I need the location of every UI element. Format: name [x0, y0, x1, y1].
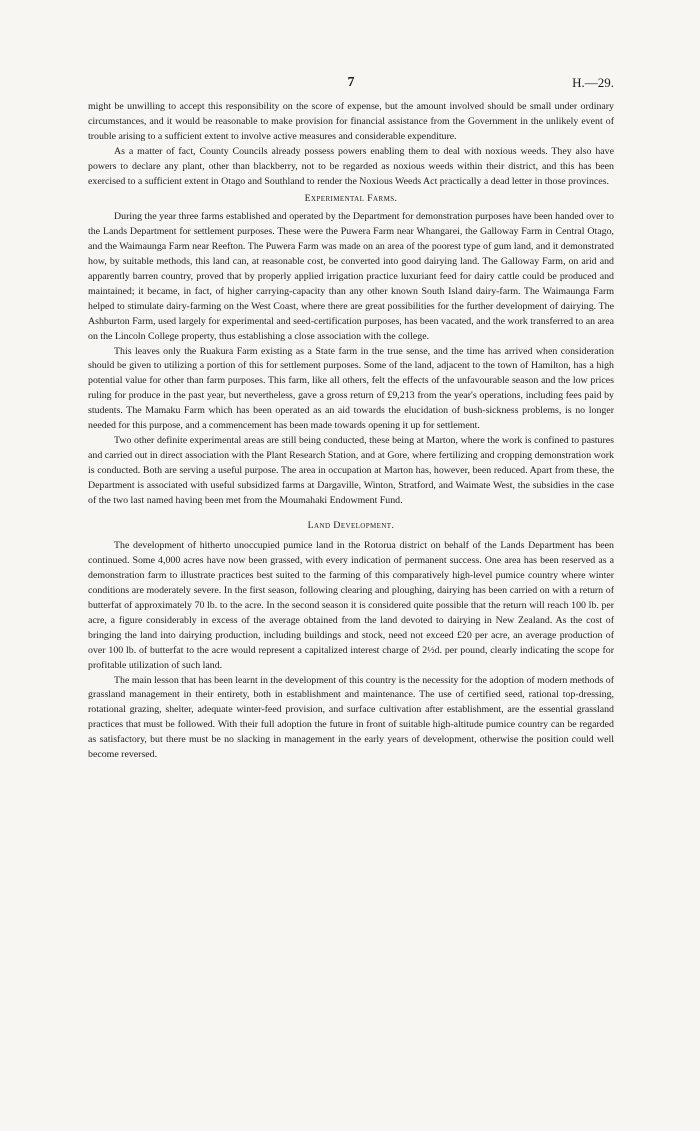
- document-reference: H.—29.: [572, 75, 614, 90]
- section-heading-land-development: Land Development.: [307, 520, 395, 532]
- paragraph: The main lesson that has been learnt in the development of this country is the necessity for the adoption of modern methods of grassland management in their entirety, both in establishment and maintenance. The use of certified seed, rational top-dressing, rotational grazing, shelter, adequate winter-feed provision, and surface cultivation after establishment, are the essential grassland practices that must be followed. With their full adoption the future in front of suitable high-altitude pumice country can be regarded as satisfactory, but there must be no slacking in management in the early years of development, otherwise the position could well become reversed.: [88, 674, 614, 761]
- document-page: [88, 76, 614, 763]
- paragraph: The development of hitherto unoccupied pumice land in the Rotorua district on behalf of the Lands Department has been continued. Some 4,000 acres have now been grassed, with every indication of permanent success. One area has been reserved as a demonstration farm to illustrate practices best suited to the farming of this comparatively high-level pumice country where winter conditions are moderately severe. In the first season, following clearing and ploughing, dairying has been carried on with a return of butterfat of approximately 70 lb. to the acre. In the second season it is considered quite possible that the return will reach 100 lb. per acre, a figure considerably in excess of the average obtained from the land devoted to dairying in New Zealand. As the cost of bringing the land into dairying production, including buildings and stock, need not exceed £20 per acre, an average production of over 100 lb. of butterfat to the acre would represent a capitalized interest charge of 2½d. per pound, clearly indicating the scope for profitable utilization of such land.: [88, 540, 614, 671]
- paragraph-continued: might be unwilling to accept this responsibility on the score of expense, but the amount involved should be small under ordinary circumstances, and it would be reasonable to make provision for financial assistance from the Government in the unlikely event of trouble arising to a sufficient extent to involve active measures and considerable expenditure.: [88, 101, 614, 142]
- paragraph: During the year three farms established and operated by the Department for demonstration purposes have been handed over to the Lands Department for settlement purposes. These were the Puwera Farm near Whangarei, the Galloway Farm in Central Otago, and the Waimaunga Farm near Reefton. The Puwera Farm was made on an area of the poorest type of gum land, and it demonstrated how, by suitable methods, this land can, at reasonable cost, be converted into good dairying land. The Galloway Farm, on arid and apparently barren country, proved that by properly applied irrigation practice luxuriant feed for dairy cattle could be produced and maintained; it became, in fact, of higher carrying-capacity than any other known South Island dairy-farm. The Waimaunga Farm helped to stimulate dairy-farming on the West Coast, where there are great possibilities for the further development of dairying. The Ashburton Farm, used largely for experimental and seed-certification purposes, has been vacated, and the work transferred to an area on the Lincoln College property, thus establishing a close association with the college.: [88, 211, 614, 342]
- paragraph: As a matter of fact, County Councils already possess powers enabling them to deal with noxious weeds. They also have powers to declare any plant, other than blackberry, not to be regarded as noxious weeds within their district, and this has been exercised to a sufficient extent in Otago and Southland to render the Noxious Weeds Act practically a dead letter in those provinces.: [88, 145, 614, 187]
- page-header: [88, 76, 614, 100]
- page-number: 7: [347, 75, 355, 90]
- section-heading-experimental-farms: Experimental Farms.: [304, 193, 398, 205]
- paragraph: This leaves only the Ruakura Farm existing as a State farm in the true sense, and the time has arrived when consideration should be given to utilizing a portion of this for settlement purposes. Some of the land, adjacent to the town of Hamilton, has a high potential value for other than farm purposes. This farm, like all others, felt the effects of the unfavourable season and the low prices ruling for produce in the past year, but nevertheless, gave a gross return of £9,213 from the year's operations, including fees paid by students. The Mamaku Farm which has been operated as an aid towards the elucidation of bush-sickness problems, is no longer needed for this purpose, and a commencement has been made towards opening it up for settlement.: [88, 345, 614, 432]
- paragraph: Two other definite experimental areas are still being conducted, these being at Marton, where the work is confined to pastures and carried out in direct association with the Plant Research Station, and at Gore, where fertilizing and cropping demonstration work is conducted. Both are serving a useful purpose. The area in occupation at Marton has, however, been reduced. Apart from these, the Department is associated with useful subsidized farms at Dargaville, Winton, Stratford, and Waimate West, the subsidies in the case of the two last named having been met from the Moumahaki Endowment Fund.: [88, 434, 614, 506]
